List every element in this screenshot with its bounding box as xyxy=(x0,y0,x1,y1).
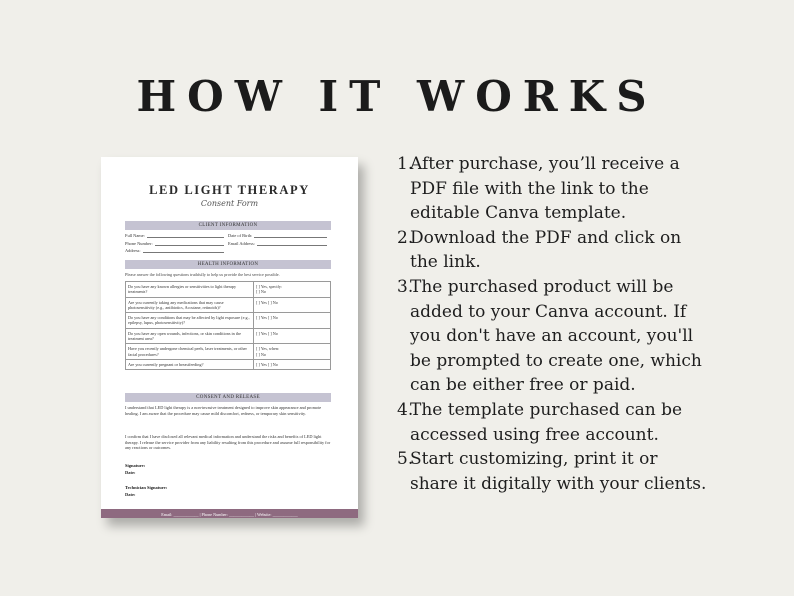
question-row xyxy=(126,328,331,344)
full-name-label: Full Name: xyxy=(125,233,145,238)
technician-signature-label: Technician Signature: xyxy=(125,485,168,490)
consent-section-header: CONSENT AND RELEASE xyxy=(125,393,331,402)
step-number: 3. xyxy=(397,276,414,297)
client-section-header: CLIENT INFORMATION xyxy=(125,221,331,230)
step-number: 1. xyxy=(397,154,414,174)
question-text: Do you have any conditions that may be affected by light exposure (e.g., epilepsy, lupus, photosensitivity)? xyxy=(126,313,254,329)
form-title: LED LIGHT THERAPY xyxy=(149,183,310,197)
answer-options: [ ] Yes, specify: [ ] No xyxy=(254,282,331,298)
question-text: Are you currently taking any medications that may cause photosensitivity (e.g., antibiotics, Accutane, retinoids)? xyxy=(126,297,254,313)
step-number: 2. xyxy=(397,227,414,248)
health-intro: Please answer the following questions truthfully to help us provide the best service possible. xyxy=(125,272,280,277)
form-subtitle: Consent Form xyxy=(200,199,259,208)
question-row xyxy=(126,282,331,298)
answer-options: [ ] Yes [ ] No xyxy=(254,313,331,329)
step-text: The template purchased can be accessed using free account. xyxy=(410,399,683,445)
step-text: The purchased product will be added to your Canva account. If you don't have an account, you'll be prompted to create one, which can be either free or paid. xyxy=(410,276,702,396)
question-text: Do you have any known allergies or sensitivities to light therapy treatments? xyxy=(126,282,254,298)
step-item xyxy=(397,275,787,398)
signature-label: Signature: xyxy=(125,463,146,468)
step-text: Download the PDF and click on the link. xyxy=(410,227,682,273)
step-number: 4. xyxy=(397,399,414,420)
answer-options: [ ] Yes, when: [ ] No xyxy=(254,344,331,360)
question-row xyxy=(126,344,331,360)
step-number: 5. xyxy=(397,449,414,470)
step-text: Start customizing, print it or share it digitally with your clients. xyxy=(410,449,707,494)
phone-label: Phone Number: xyxy=(125,240,153,246)
address-label: Address: xyxy=(125,248,141,253)
consent-paragraph-1: I understand that LED light therapy is a non-invasive treatment designed to improve skin appearance and promote healing. I am aware that the procedure may cause mild discomfort, redness, or temporary skin sensitivity. xyxy=(125,405,322,416)
question-text: Are you currently pregnant or breastfeeding? xyxy=(126,359,254,369)
health-section-header: HEALTH INFORMATION xyxy=(125,260,331,269)
email-label: Email Address: xyxy=(228,240,255,246)
question-row xyxy=(126,313,331,329)
step-item xyxy=(397,398,787,447)
steps-list xyxy=(397,152,787,496)
dob-label: Date of Birth: xyxy=(228,233,253,238)
answer-options: [ ] Yes [ ] No xyxy=(254,328,331,344)
question-row xyxy=(126,297,331,313)
step-text: After purchase, you’ll receive a PDF file with the link to the editable Canva template. xyxy=(410,154,680,224)
question-text: Have you recently undergone chemical peels, laser treatments, or other facial procedures? xyxy=(126,344,254,360)
step-item xyxy=(397,226,787,275)
client-fields xyxy=(125,232,331,255)
answer-options: [ ] Yes [ ] No xyxy=(254,359,331,369)
consent-paragraph-2: I confirm that I have disclosed all relevant medical information and understand the risks and benefits of LED light therapy. I release the service provider from any liability resulting from this procedure and assume full responsibility for any reactions or outcomes. xyxy=(125,434,331,451)
health-questions-table xyxy=(125,281,331,370)
form-footer: Email: ____________ | Phone Number: ____________ | Website: ____________ xyxy=(101,509,358,518)
page-title: HOW IT WORKS xyxy=(136,72,658,121)
date-label-1: Date: xyxy=(125,470,136,475)
date-label-2: Date: xyxy=(125,492,136,497)
consent-form-preview xyxy=(101,157,358,518)
question-row xyxy=(126,359,331,369)
answer-options: [ ] Yes [ ] No xyxy=(254,297,331,313)
step-item xyxy=(397,447,787,496)
question-text: Do you have any open wounds, infections, or skin conditions in the treatment area? xyxy=(126,328,254,344)
step-item xyxy=(397,152,787,226)
